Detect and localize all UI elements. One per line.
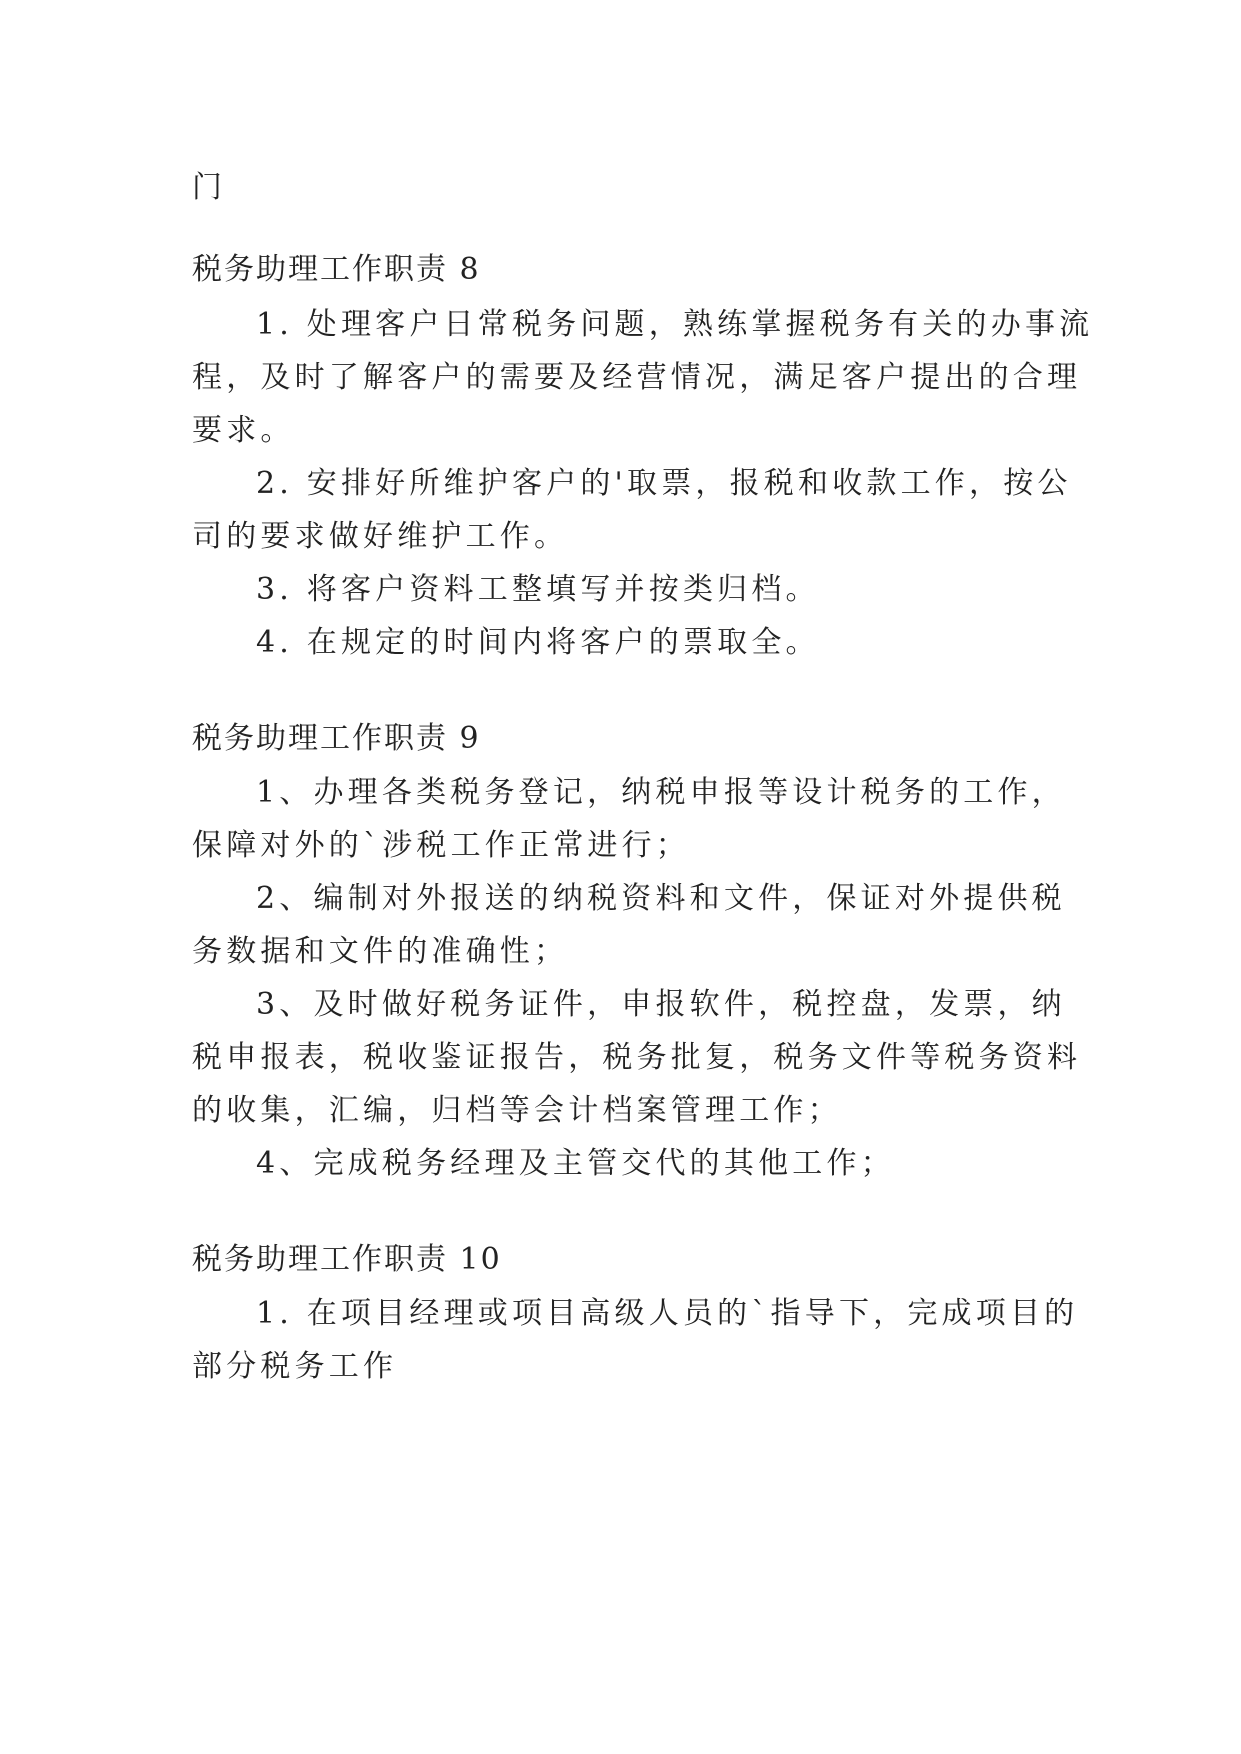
paragraph-line: 2、编制对外报送的纳税资料和文件，保证对外提供税	[256, 881, 1066, 916]
section-heading-8: 税务助理工作职责 8	[192, 252, 481, 287]
section-heading-9: 税务助理工作职责 9	[192, 721, 481, 756]
paragraph-line: 保障对外的`涉税工作正常进行；	[192, 828, 690, 863]
paragraph-line: 1. 处理客户日常税务问题，熟练掌握税务有关的办事流	[256, 307, 1094, 342]
paragraph-line: 税申报表，税收鉴证报告，税务批复，税务文件等税务资料	[192, 1040, 1082, 1075]
paragraph-line: 3、及时做好税务证件，申报软件，税控盘，发票，纳	[256, 987, 1066, 1022]
paragraph-line: 4、完成税务经理及主管交代的其他工作；	[256, 1146, 895, 1181]
paragraph-line: 程，及时了解客户的需要及经营情况，满足客户提出的合理	[192, 360, 1082, 395]
paragraph-line: 2. 安排好所维护客户的'取票，报税和收款工作，按公	[256, 466, 1072, 501]
paragraph-line: 1. 在项目经理或项目高级人员的`指导下，完成项目的	[256, 1296, 1079, 1331]
paragraph-line: 1、办理各类税务登记，纳税申报等设计税务的工作，	[256, 775, 1066, 810]
paragraph-line: 部分税务工作	[192, 1349, 398, 1384]
paragraph-line: 务数据和文件的准确性；	[192, 934, 569, 969]
paragraph-line: 3. 将客户资料工整填写并按类归档。	[256, 572, 820, 607]
paragraph-line: 的收集，汇编，归档等会计档案管理工作；	[192, 1093, 842, 1128]
page-fragment: 门	[192, 170, 227, 205]
paragraph-line: 司的要求做好维护工作。	[192, 519, 569, 554]
section-heading-10: 税务助理工作职责 10	[192, 1242, 502, 1277]
paragraph-line: 4. 在规定的时间内将客户的票取全。	[256, 625, 820, 660]
paragraph-line: 要求。	[192, 413, 295, 448]
